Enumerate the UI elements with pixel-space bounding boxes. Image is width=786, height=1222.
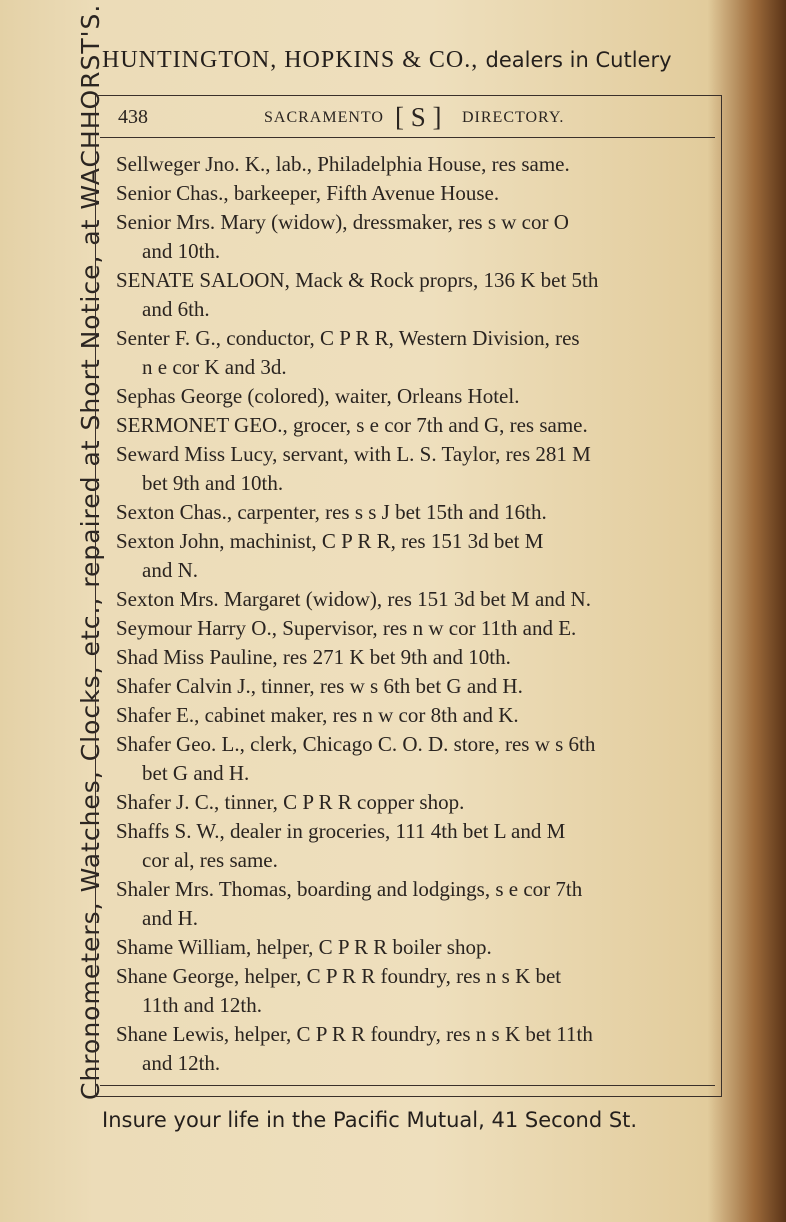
running-header: [118, 102, 708, 136]
entry-line: Sellweger Jno. K., lab., Philadelphia House, res same.: [116, 152, 570, 176]
directory-entry: [116, 150, 716, 179]
entry-line: Seward Miss Lucy, servant, with L. S. Taylor, res 281 M: [116, 442, 591, 466]
directory-entry: [116, 730, 716, 788]
directory-entry: [116, 933, 716, 962]
directory-entry: [116, 324, 716, 382]
entry-line: Shane Lewis, helper, C P R R foundry, res n s K bet 11th: [116, 1022, 593, 1046]
directory-entries: [116, 150, 716, 1078]
directory-entry: [116, 440, 716, 498]
directory-entry: [116, 962, 716, 1020]
directory-entry: [116, 411, 716, 440]
entry-continuation: and H.: [142, 906, 198, 930]
directory-entry: [116, 614, 716, 643]
entry-line: Shafer E., cabinet maker, res n w cor 8th and K.: [116, 703, 519, 727]
page-number: 438: [118, 106, 148, 128]
entry-line: Shad Miss Pauline, res 271 K bet 9th and 10th.: [116, 645, 511, 669]
directory-entry: [116, 672, 716, 701]
entry-line: Shane George, helper, C P R R foundry, res n s K bet: [116, 964, 562, 988]
entry-continuation: and 10th.: [142, 239, 221, 263]
entry-line: Sephas George (colored), waiter, Orleans Hotel.: [116, 384, 520, 408]
entry-continuation: bet G and H.: [142, 761, 250, 785]
entry-line: SERMONET GEO., grocer, s e cor 7th and G, res same.: [116, 413, 588, 437]
entry-continuation: cor al, res same.: [142, 848, 278, 872]
directory-entry: [116, 208, 716, 266]
entry-line: Sexton John, machinist, C P R R, res 151 3d bet M: [116, 529, 544, 553]
side-advertisement: [0, 0, 105, 1222]
top-advertisement: [102, 47, 672, 74]
directory-entry: [116, 1020, 716, 1078]
entry-line: Shafer Geo. L., clerk, Chicago C. O. D. store, res w s 6th: [116, 732, 596, 756]
directory-entry: [116, 817, 716, 875]
directory-entry: [116, 643, 716, 672]
entry-line: Sexton Mrs. Margaret (widow), res 151 3d bet M and N.: [116, 587, 591, 611]
directory-entry: [116, 875, 716, 933]
entry-line: Shame William, helper, C P R R boiler shop.: [116, 935, 492, 959]
directory-entry: [116, 498, 716, 527]
entry-continuation: and N.: [142, 558, 198, 582]
header-title: DIRECTORY.: [462, 109, 565, 126]
directory-entry: [116, 382, 716, 411]
entry-line: Shaffs S. W., dealer in groceries, 111 4th bet L and M: [116, 819, 566, 843]
entry-continuation: bet 9th and 10th.: [142, 471, 284, 495]
header-rule: [100, 137, 715, 138]
footer-advertisement: Insure your life in the Pacific Mutual, 41 Second St.: [102, 1108, 638, 1132]
directory-entry: [116, 266, 716, 324]
top-advertisement-firm: HUNTINGTON, HOPKINS & CO.,: [102, 47, 479, 73]
entry-continuation: 11th and 12th.: [142, 993, 262, 1017]
entry-line: Shafer Calvin J., tinner, res w s 6th bet G and H.: [116, 674, 523, 698]
entry-line: Seymour Harry O., Supervisor, res n w cor 11th and E.: [116, 616, 577, 640]
directory-entry: [116, 179, 716, 208]
top-advertisement-text: dealers in Cutlery: [485, 48, 672, 72]
entry-continuation: and 6th.: [142, 297, 210, 321]
entry-line: Shafer J. C., tinner, C P R R copper shop.: [116, 790, 465, 814]
footer-rule: [100, 1085, 715, 1086]
directory-entry: [116, 701, 716, 730]
entry-continuation: n e cor K and 3d.: [142, 355, 287, 379]
entry-line: Sexton Chas., carpenter, res s s J bet 15th and 16th.: [116, 500, 547, 524]
entry-line: Senior Chas., barkeeper, Fifth Avenue House.: [116, 181, 500, 205]
directory-entry: [116, 585, 716, 614]
entry-line: Shaler Mrs. Thomas, boarding and lodgings, s e cor 7th: [116, 877, 583, 901]
entry-line: Senter F. G., conductor, C P R R, Western Division, res: [116, 326, 580, 350]
entry-continuation: and 12th.: [142, 1051, 221, 1075]
side-advertisement-text: Chronometers, Watches, Clocks, etc., repaired at Short Notice, at WACHHORST'S.: [76, 3, 105, 1100]
directory-entry: [116, 527, 716, 585]
entry-line: Senior Mrs. Mary (widow), dressmaker, res s w cor O: [116, 210, 569, 234]
entry-line: SENATE SALOON, Mack & Rock proprs, 136 K bet 5th: [116, 268, 599, 292]
directory-entry: [116, 788, 716, 817]
header-city: SACRAMENTO: [264, 109, 384, 126]
header-section-letter: [ S ]: [395, 102, 442, 132]
